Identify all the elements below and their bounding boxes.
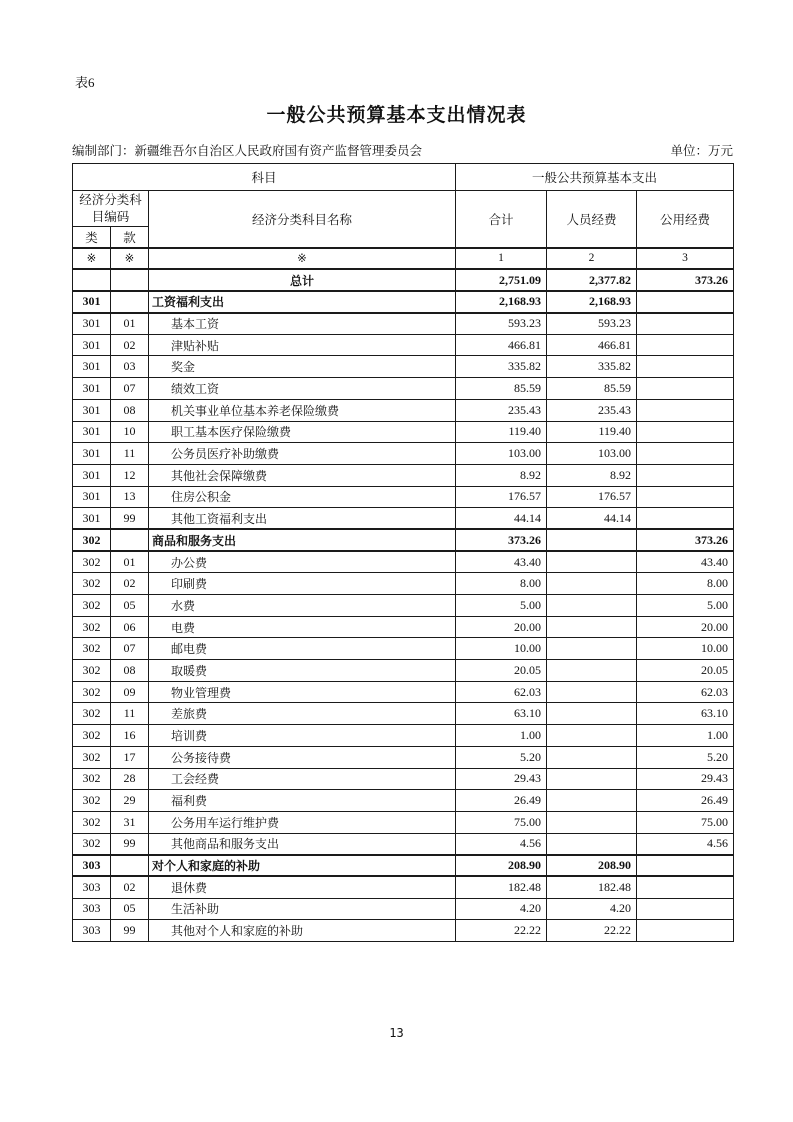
cell-total: 176.57 xyxy=(456,486,547,508)
cell-personnel-funds xyxy=(547,833,637,855)
summary-row xyxy=(73,529,734,551)
cell-subject-name: 水费 xyxy=(149,595,456,617)
table-row xyxy=(73,703,734,725)
cell-class-code: 302 xyxy=(73,595,111,617)
table-row xyxy=(73,573,734,595)
cell-class-code: 301 xyxy=(73,508,111,530)
cell-personnel-funds xyxy=(547,573,637,595)
cell-total: 43.40 xyxy=(456,551,547,573)
cell-class-code: 302 xyxy=(73,811,111,833)
cell-total: 335.82 xyxy=(456,356,547,378)
cell-section-code: 05 xyxy=(111,898,149,920)
cell-section-code: 99 xyxy=(111,508,149,530)
cell-subject-name: 福利费 xyxy=(149,790,456,812)
page-number: 13 xyxy=(389,1026,404,1040)
cell-class-code: 301 xyxy=(73,443,111,465)
cell-public-funds xyxy=(637,378,734,400)
cell-personnel-funds: 2,168.93 xyxy=(547,291,637,313)
cell-subject-name: 奖金 xyxy=(149,356,456,378)
cell-public-funds xyxy=(637,356,734,378)
cell-subject-name: 办公费 xyxy=(149,551,456,573)
cell-total: 5.20 xyxy=(456,746,547,768)
cell-subject-name: 公务用车运行维护费 xyxy=(149,811,456,833)
cell-class-code: 301 xyxy=(73,464,111,486)
header-col-personnel: 人员经费 xyxy=(547,191,637,248)
cell-section-code: 10 xyxy=(111,421,149,443)
cell-personnel-funds: 466.81 xyxy=(547,334,637,356)
cell-subject-name: 工资福利支出 xyxy=(149,291,456,313)
cell-class-code: 302 xyxy=(73,681,111,703)
cell-public-funds xyxy=(637,399,734,421)
table-row xyxy=(73,421,734,443)
cell-section-code: 07 xyxy=(111,378,149,400)
cell-personnel-funds: 103.00 xyxy=(547,443,637,465)
cell-section-code: 12 xyxy=(111,464,149,486)
cell-section-code: 01 xyxy=(111,551,149,573)
cell-subject-name: 基本工资 xyxy=(149,313,456,335)
table-row xyxy=(73,898,734,920)
cell-public-funds xyxy=(637,291,734,313)
cell-section-code: 99 xyxy=(111,920,149,942)
cell-public-funds xyxy=(637,334,734,356)
cell-class-code: 302 xyxy=(73,703,111,725)
cell-total: 593.23 xyxy=(456,313,547,335)
cell-public-funds: 62.03 xyxy=(637,681,734,703)
marker-public: 3 xyxy=(637,248,734,270)
cell-personnel-funds xyxy=(547,595,637,617)
marker-name: ※ xyxy=(149,248,456,270)
cell-section-code: 02 xyxy=(111,334,149,356)
cell-section-code: 17 xyxy=(111,746,149,768)
cell-total: 85.59 xyxy=(456,378,547,400)
cell-public-funds xyxy=(637,486,734,508)
summary-row xyxy=(73,269,734,291)
cell-class-code: 302 xyxy=(73,638,111,660)
cell-section-code: 99 xyxy=(111,833,149,855)
cell-personnel-funds: 335.82 xyxy=(547,356,637,378)
cell-total: 10.00 xyxy=(456,638,547,660)
cell-total: 4.56 xyxy=(456,833,547,855)
cell-subject-name: 机关事业单位基本养老保险缴费 xyxy=(149,399,456,421)
header-subject-group: 科目 xyxy=(73,164,456,191)
cell-class-code: 301 xyxy=(73,421,111,443)
cell-public-funds xyxy=(637,443,734,465)
table-row xyxy=(73,313,734,335)
cell-subject-name: 物业管理费 xyxy=(149,681,456,703)
cell-public-funds xyxy=(637,421,734,443)
cell-section-code xyxy=(111,855,149,877)
cell-subject-name: 职工基本医疗保险缴费 xyxy=(149,421,456,443)
cell-public-funds: 5.00 xyxy=(637,595,734,617)
cell-public-funds: 20.05 xyxy=(637,660,734,682)
cell-public-funds xyxy=(637,313,734,335)
cell-subject-name: 电费 xyxy=(149,616,456,638)
cell-class-code: 301 xyxy=(73,486,111,508)
cell-public-funds: 373.26 xyxy=(637,269,734,291)
cell-public-funds xyxy=(637,508,734,530)
cell-class-code: 302 xyxy=(73,529,111,551)
marker-total: 1 xyxy=(456,248,547,270)
cell-class-code: 301 xyxy=(73,334,111,356)
cell-personnel-funds: 593.23 xyxy=(547,313,637,335)
cell-section-code: 13 xyxy=(111,486,149,508)
cell-total: 22.22 xyxy=(456,920,547,942)
table-row xyxy=(73,443,734,465)
cell-public-funds xyxy=(637,855,734,877)
header-code-group: 经济分类科目编码 xyxy=(73,191,149,227)
cell-class-code: 302 xyxy=(73,746,111,768)
table-row xyxy=(73,790,734,812)
table-row xyxy=(73,616,734,638)
cell-public-funds: 10.00 xyxy=(637,638,734,660)
cell-public-funds: 4.56 xyxy=(637,833,734,855)
cell-total: 235.43 xyxy=(456,399,547,421)
cell-personnel-funds: 85.59 xyxy=(547,378,637,400)
cell-section-code: 02 xyxy=(111,573,149,595)
cell-total: 103.00 xyxy=(456,443,547,465)
cell-total: 75.00 xyxy=(456,811,547,833)
cell-section-code: 11 xyxy=(111,443,149,465)
header-col-class: 类 xyxy=(73,227,111,248)
cell-section-code: 28 xyxy=(111,768,149,790)
cell-total: 20.00 xyxy=(456,616,547,638)
cell-personnel-funds xyxy=(547,551,637,573)
table-row xyxy=(73,486,734,508)
cell-class-code: 301 xyxy=(73,291,111,313)
cell-class-code: 302 xyxy=(73,551,111,573)
cell-subject-name: 培训费 xyxy=(149,725,456,747)
cell-section-code: 07 xyxy=(111,638,149,660)
cell-public-funds: 26.49 xyxy=(637,790,734,812)
cell-public-funds: 20.00 xyxy=(637,616,734,638)
cell-section-code xyxy=(111,529,149,551)
table-row xyxy=(73,725,734,747)
cell-section-code: 05 xyxy=(111,595,149,617)
prepared-by-text: 编制部门：新疆维吾尔自治区人民政府国有资产监督管理委员会 xyxy=(72,144,423,158)
cell-subject-name: 其他工资福利支出 xyxy=(149,508,456,530)
cell-total: 8.00 xyxy=(456,573,547,595)
table-info-row xyxy=(72,141,733,159)
cell-personnel-funds: 2,377.82 xyxy=(547,269,637,291)
cell-personnel-funds xyxy=(547,725,637,747)
header-col-name: 经济分类科目名称 xyxy=(149,191,456,248)
table-number-label: 表6 xyxy=(75,75,95,90)
header-col-section: 款 xyxy=(111,227,149,248)
table-row xyxy=(73,638,734,660)
cell-section-code: 02 xyxy=(111,876,149,898)
cell-class-code: 303 xyxy=(73,876,111,898)
cell-total: 29.43 xyxy=(456,768,547,790)
cell-total: 44.14 xyxy=(456,508,547,530)
cell-total: 2,751.09 xyxy=(456,269,547,291)
table-row xyxy=(73,746,734,768)
cell-total: 5.00 xyxy=(456,595,547,617)
cell-section-code xyxy=(111,291,149,313)
cell-subject-name: 取暖费 xyxy=(149,660,456,682)
cell-class-code: 303 xyxy=(73,898,111,920)
cell-class-code: 301 xyxy=(73,313,111,335)
header-mid-row xyxy=(73,191,734,227)
cell-public-funds: 43.40 xyxy=(637,551,734,573)
marker-row xyxy=(73,248,734,270)
cell-personnel-funds: 8.92 xyxy=(547,464,637,486)
table-row xyxy=(73,833,734,855)
cell-personnel-funds: 235.43 xyxy=(547,399,637,421)
cell-class-code: 302 xyxy=(73,833,111,855)
marker-class: ※ xyxy=(73,248,111,270)
cell-subject-name: 其他社会保障缴费 xyxy=(149,464,456,486)
header-col-public: 公用经费 xyxy=(637,191,734,248)
cell-personnel-funds xyxy=(547,638,637,660)
cell-subject-name: 其他商品和服务支出 xyxy=(149,833,456,855)
cell-personnel-funds xyxy=(547,768,637,790)
budget-table xyxy=(72,163,734,942)
cell-section-code: 11 xyxy=(111,703,149,725)
summary-row xyxy=(73,855,734,877)
cell-personnel-funds xyxy=(547,660,637,682)
cell-subject-name: 生活补助 xyxy=(149,898,456,920)
cell-personnel-funds xyxy=(547,703,637,725)
cell-section-code: 16 xyxy=(111,725,149,747)
cell-class-code: 301 xyxy=(73,378,111,400)
cell-subject-name: 商品和服务支出 xyxy=(149,529,456,551)
table-row xyxy=(73,681,734,703)
cell-personnel-funds xyxy=(547,529,637,551)
cell-subject-name: 津贴补贴 xyxy=(149,334,456,356)
marker-section: ※ xyxy=(111,248,149,270)
table-row xyxy=(73,399,734,421)
cell-total: 20.05 xyxy=(456,660,547,682)
header-group-row xyxy=(73,164,734,191)
cell-section-code: 03 xyxy=(111,356,149,378)
cell-class-code: 302 xyxy=(73,790,111,812)
cell-class-code: 302 xyxy=(73,573,111,595)
cell-section-code: 31 xyxy=(111,811,149,833)
marker-personnel: 2 xyxy=(547,248,637,270)
cell-total: 373.26 xyxy=(456,529,547,551)
cell-section-code: 29 xyxy=(111,790,149,812)
cell-personnel-funds xyxy=(547,681,637,703)
cell-subject-name: 总计 xyxy=(149,269,456,291)
cell-class-code: 302 xyxy=(73,725,111,747)
cell-class-code: 303 xyxy=(73,920,111,942)
table-row xyxy=(73,464,734,486)
cell-section-code xyxy=(111,269,149,291)
cell-total: 26.49 xyxy=(456,790,547,812)
table-body xyxy=(73,164,734,942)
cell-total: 119.40 xyxy=(456,421,547,443)
cell-subject-name: 公务员医疗补助缴费 xyxy=(149,443,456,465)
cell-class-code: 302 xyxy=(73,660,111,682)
cell-class-code: 303 xyxy=(73,855,111,877)
table-row xyxy=(73,508,734,530)
cell-subject-name: 印刷费 xyxy=(149,573,456,595)
cell-public-funds xyxy=(637,898,734,920)
table-row xyxy=(73,356,734,378)
cell-class-code: 302 xyxy=(73,768,111,790)
cell-public-funds: 5.20 xyxy=(637,746,734,768)
cell-subject-name: 住房公积金 xyxy=(149,486,456,508)
table-row xyxy=(73,768,734,790)
cell-section-code: 08 xyxy=(111,660,149,682)
cell-public-funds: 373.26 xyxy=(637,529,734,551)
cell-personnel-funds: 208.90 xyxy=(547,855,637,877)
cell-total: 466.81 xyxy=(456,334,547,356)
cell-subject-name: 其他对个人和家庭的补助 xyxy=(149,920,456,942)
cell-total: 4.20 xyxy=(456,898,547,920)
cell-public-funds: 63.10 xyxy=(637,703,734,725)
unit-text: 单位：万元 xyxy=(670,144,733,158)
cell-personnel-funds: 22.22 xyxy=(547,920,637,942)
cell-subject-name: 公务接待费 xyxy=(149,746,456,768)
table-row xyxy=(73,595,734,617)
table-row xyxy=(73,920,734,942)
cell-section-code: 01 xyxy=(111,313,149,335)
cell-personnel-funds: 4.20 xyxy=(547,898,637,920)
page-title: 一般公共预算基本支出情况表 xyxy=(266,105,527,126)
cell-section-code: 08 xyxy=(111,399,149,421)
cell-public-funds xyxy=(637,464,734,486)
cell-personnel-funds: 182.48 xyxy=(547,876,637,898)
cell-class-code: 302 xyxy=(73,616,111,638)
cell-personnel-funds xyxy=(547,746,637,768)
cell-class-code: 301 xyxy=(73,356,111,378)
cell-total: 1.00 xyxy=(456,725,547,747)
cell-subject-name: 绩效工资 xyxy=(149,378,456,400)
table-row xyxy=(73,334,734,356)
cell-class-code xyxy=(73,269,111,291)
cell-total: 62.03 xyxy=(456,681,547,703)
cell-subject-name: 工会经费 xyxy=(149,768,456,790)
cell-personnel-funds xyxy=(547,616,637,638)
cell-personnel-funds: 119.40 xyxy=(547,421,637,443)
cell-public-funds: 29.43 xyxy=(637,768,734,790)
cell-total: 182.48 xyxy=(456,876,547,898)
cell-personnel-funds: 44.14 xyxy=(547,508,637,530)
cell-total: 8.92 xyxy=(456,464,547,486)
cell-subject-name: 差旅费 xyxy=(149,703,456,725)
cell-personnel-funds: 176.57 xyxy=(547,486,637,508)
cell-section-code: 06 xyxy=(111,616,149,638)
table-row xyxy=(73,811,734,833)
cell-public-funds xyxy=(637,920,734,942)
table-row xyxy=(73,551,734,573)
cell-public-funds: 8.00 xyxy=(637,573,734,595)
table-row xyxy=(73,876,734,898)
cell-personnel-funds xyxy=(547,811,637,833)
cell-subject-name: 退休费 xyxy=(149,876,456,898)
cell-total: 2,168.93 xyxy=(456,291,547,313)
cell-public-funds xyxy=(637,876,734,898)
cell-total: 208.90 xyxy=(456,855,547,877)
cell-total: 63.10 xyxy=(456,703,547,725)
cell-section-code: 09 xyxy=(111,681,149,703)
cell-subject-name: 邮电费 xyxy=(149,638,456,660)
cell-class-code: 301 xyxy=(73,399,111,421)
cell-public-funds: 75.00 xyxy=(637,811,734,833)
header-budget-group: 一般公共预算基本支出 xyxy=(456,164,734,191)
table-row xyxy=(73,378,734,400)
summary-row xyxy=(73,291,734,313)
cell-subject-name: 对个人和家庭的补助 xyxy=(149,855,456,877)
table-row xyxy=(73,660,734,682)
cell-public-funds: 1.00 xyxy=(637,725,734,747)
header-col-total: 合计 xyxy=(456,191,547,248)
cell-personnel-funds xyxy=(547,790,637,812)
